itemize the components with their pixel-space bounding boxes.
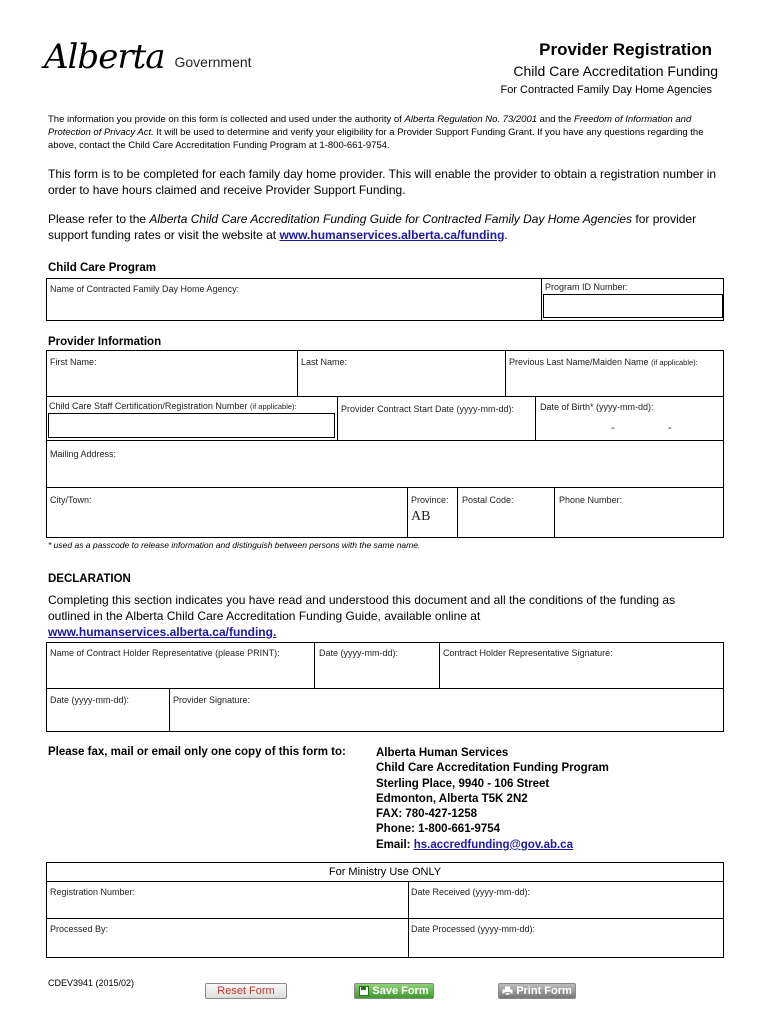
previous-name-text: Previous Last Name/Maiden Name [509, 357, 649, 367]
divider [535, 396, 536, 440]
page-subtitle-2: For Contracted Family Day Home Agencies [500, 84, 712, 96]
program-id-input[interactable] [543, 294, 723, 318]
divider [505, 351, 506, 396]
contract-start-label: Provider Contract Start Date (yyyy-mm-dd): [341, 404, 515, 414]
ministry-box [46, 862, 724, 958]
program-box [46, 278, 724, 321]
print-form-label: Print Form [516, 985, 572, 997]
dob-footnote: * used as a passcode to release information and distinguish between persons with the same name. [48, 540, 421, 550]
divider [439, 643, 440, 688]
fax-number: FAX: 780-427-1258 [376, 808, 478, 821]
alberta-logo [44, 37, 252, 77]
divider [297, 351, 298, 396]
rep-signature-label: Contract Holder Representative Signature: [443, 648, 613, 658]
certification-text: Child Care Staff Certification/Registration Number [49, 401, 248, 411]
divider [541, 279, 542, 320]
certification-label [49, 401, 297, 411]
print-form-button[interactable] [498, 983, 576, 999]
city-label: City/Town: [50, 495, 92, 505]
email-line [376, 838, 609, 853]
phone-number: Phone: 1-800-661-9754 [376, 823, 501, 836]
divider [337, 396, 338, 440]
address-line-4: Edmonton, Alberta T5K 2N2 [376, 792, 528, 805]
privacy-text-1: The information you provide on this form is collected and used under the authority of [48, 114, 405, 125]
intro-p2-c: . [504, 228, 508, 242]
mailing-address-label: Mailing Address: [50, 449, 117, 459]
rep-name-label: Name of Contract Holder Representative (please PRINT): [50, 648, 280, 658]
province-value[interactable]: AB [411, 509, 431, 524]
dob-label: Date of Birth* (yyyy-mm-dd): [540, 402, 654, 412]
intro-p2-b: for provider support funding rates or visit the website at [48, 212, 697, 242]
dob-separator-2: - [668, 422, 672, 434]
divider [47, 918, 723, 919]
address-line-2: Child Care Accreditation Funding Program [376, 762, 609, 775]
page-title: Provider Registration [539, 40, 712, 59]
declaration-text [48, 592, 713, 640]
page-subtitle: Child Care Accreditation Funding [513, 63, 718, 79]
previous-name-note: (if applicable): [651, 358, 698, 367]
dob-separator-1: - [611, 422, 615, 434]
logo-government: Government [174, 54, 252, 70]
province-label: Province: [411, 495, 449, 505]
section-child-care-program: Child Care Program [48, 262, 156, 274]
section-provider-information: Provider Information [48, 336, 162, 348]
declaration-box [46, 642, 724, 732]
phone-number-label: Phone Number: [559, 495, 623, 505]
mailing-instruction: Please fax, mail or email only one copy of this form to: [48, 746, 346, 758]
divider [47, 396, 723, 397]
divider [407, 487, 408, 537]
rep-date-label: Date (yyyy-mm-dd): [319, 648, 399, 658]
save-form-label: Save Form [372, 985, 429, 997]
privacy-text-3: It will be used to determine and verify your eligibility for a Provider Support Funding Grant. If you have any questions regarding the above, contact the Child Care Accreditation Funding Program at 1-800-661-9754. [48, 127, 704, 151]
divider [47, 487, 723, 488]
certification-input[interactable] [48, 413, 335, 438]
ministry-heading: For Ministry Use ONLY [328, 866, 442, 878]
intro-guide-title: Alberta Child Care Accreditation Funding Guide for Contracted Family Day Home Agencies [149, 212, 633, 226]
provider-box [46, 350, 724, 538]
intro-paragraph-2 [48, 211, 728, 243]
privacy-notice [48, 113, 728, 152]
divider [47, 688, 723, 689]
declaration-body: Completing this section indicates you have read and understood this document and all the conditions of the funding as outlined in the Alberta Child Care Accreditation Funding Guide, available online at [48, 593, 676, 623]
agency-name-label: Name of Contracted Family Day Home Agency: [50, 284, 240, 294]
declaration-funding-link[interactable]: www.humanservices.alberta.ca/funding. [48, 625, 277, 639]
divider [554, 487, 555, 537]
last-name-label: Last Name: [301, 357, 348, 367]
divider [169, 688, 170, 731]
floppy-icon [359, 986, 369, 996]
certification-note: (if applicable): [249, 402, 297, 411]
form-code: CDEV3941 (2015/02) [48, 978, 135, 988]
reset-form-label: Reset Form [217, 985, 275, 997]
intro-paragraph-1: This form is to be completed for each family day home provider. This will enable the provider to obtain a registration number in order to have hours claimed and receive Provider Support Funding. [48, 167, 717, 197]
processed-by-label: Processed By: [50, 924, 109, 934]
intro-p2-a: Please refer to the [48, 212, 150, 226]
divider [408, 881, 409, 957]
provider-signature-label: Provider Signature: [173, 695, 251, 705]
email-link[interactable]: hs.accredfunding@gov.ab.ca [413, 838, 573, 851]
registration-number-label: Registration Number: [50, 887, 136, 897]
postal-code-label: Postal Code: [462, 495, 514, 505]
address-line-1: Alberta Human Services [376, 747, 509, 759]
section-declaration: DECLARATION [48, 573, 131, 585]
reset-form-button[interactable] [205, 983, 287, 999]
funding-website-link[interactable]: www.humanservices.alberta.ca/funding [279, 228, 505, 242]
divider [314, 643, 315, 688]
divider [457, 487, 458, 537]
divider [47, 440, 723, 441]
date-processed-label: Date Processed (yyyy-mm-dd): [411, 924, 536, 934]
privacy-foip: Freedom of Information and Protection of Privacy Act. [48, 114, 692, 138]
address-line-3: Sterling Place, 9940 - 106 Street [376, 777, 550, 790]
divider [47, 881, 723, 882]
privacy-regulation: Alberta Regulation No. 73/2001 [404, 114, 538, 125]
date-received-label: Date Received (yyyy-mm-dd): [411, 887, 531, 897]
logo-wordmark: Alberta [44, 37, 165, 77]
program-id-label: Program ID Number: [545, 282, 629, 292]
previous-name-label [509, 357, 698, 367]
save-form-button[interactable] [354, 983, 434, 999]
mailing-address-block [376, 746, 609, 853]
provider-date-label: Date (yyyy-mm-dd): [50, 695, 130, 705]
email-label: Email: [376, 838, 414, 851]
printer-icon [502, 986, 513, 996]
first-name-label: First Name: [50, 357, 97, 367]
privacy-text-2: and the [537, 114, 575, 125]
